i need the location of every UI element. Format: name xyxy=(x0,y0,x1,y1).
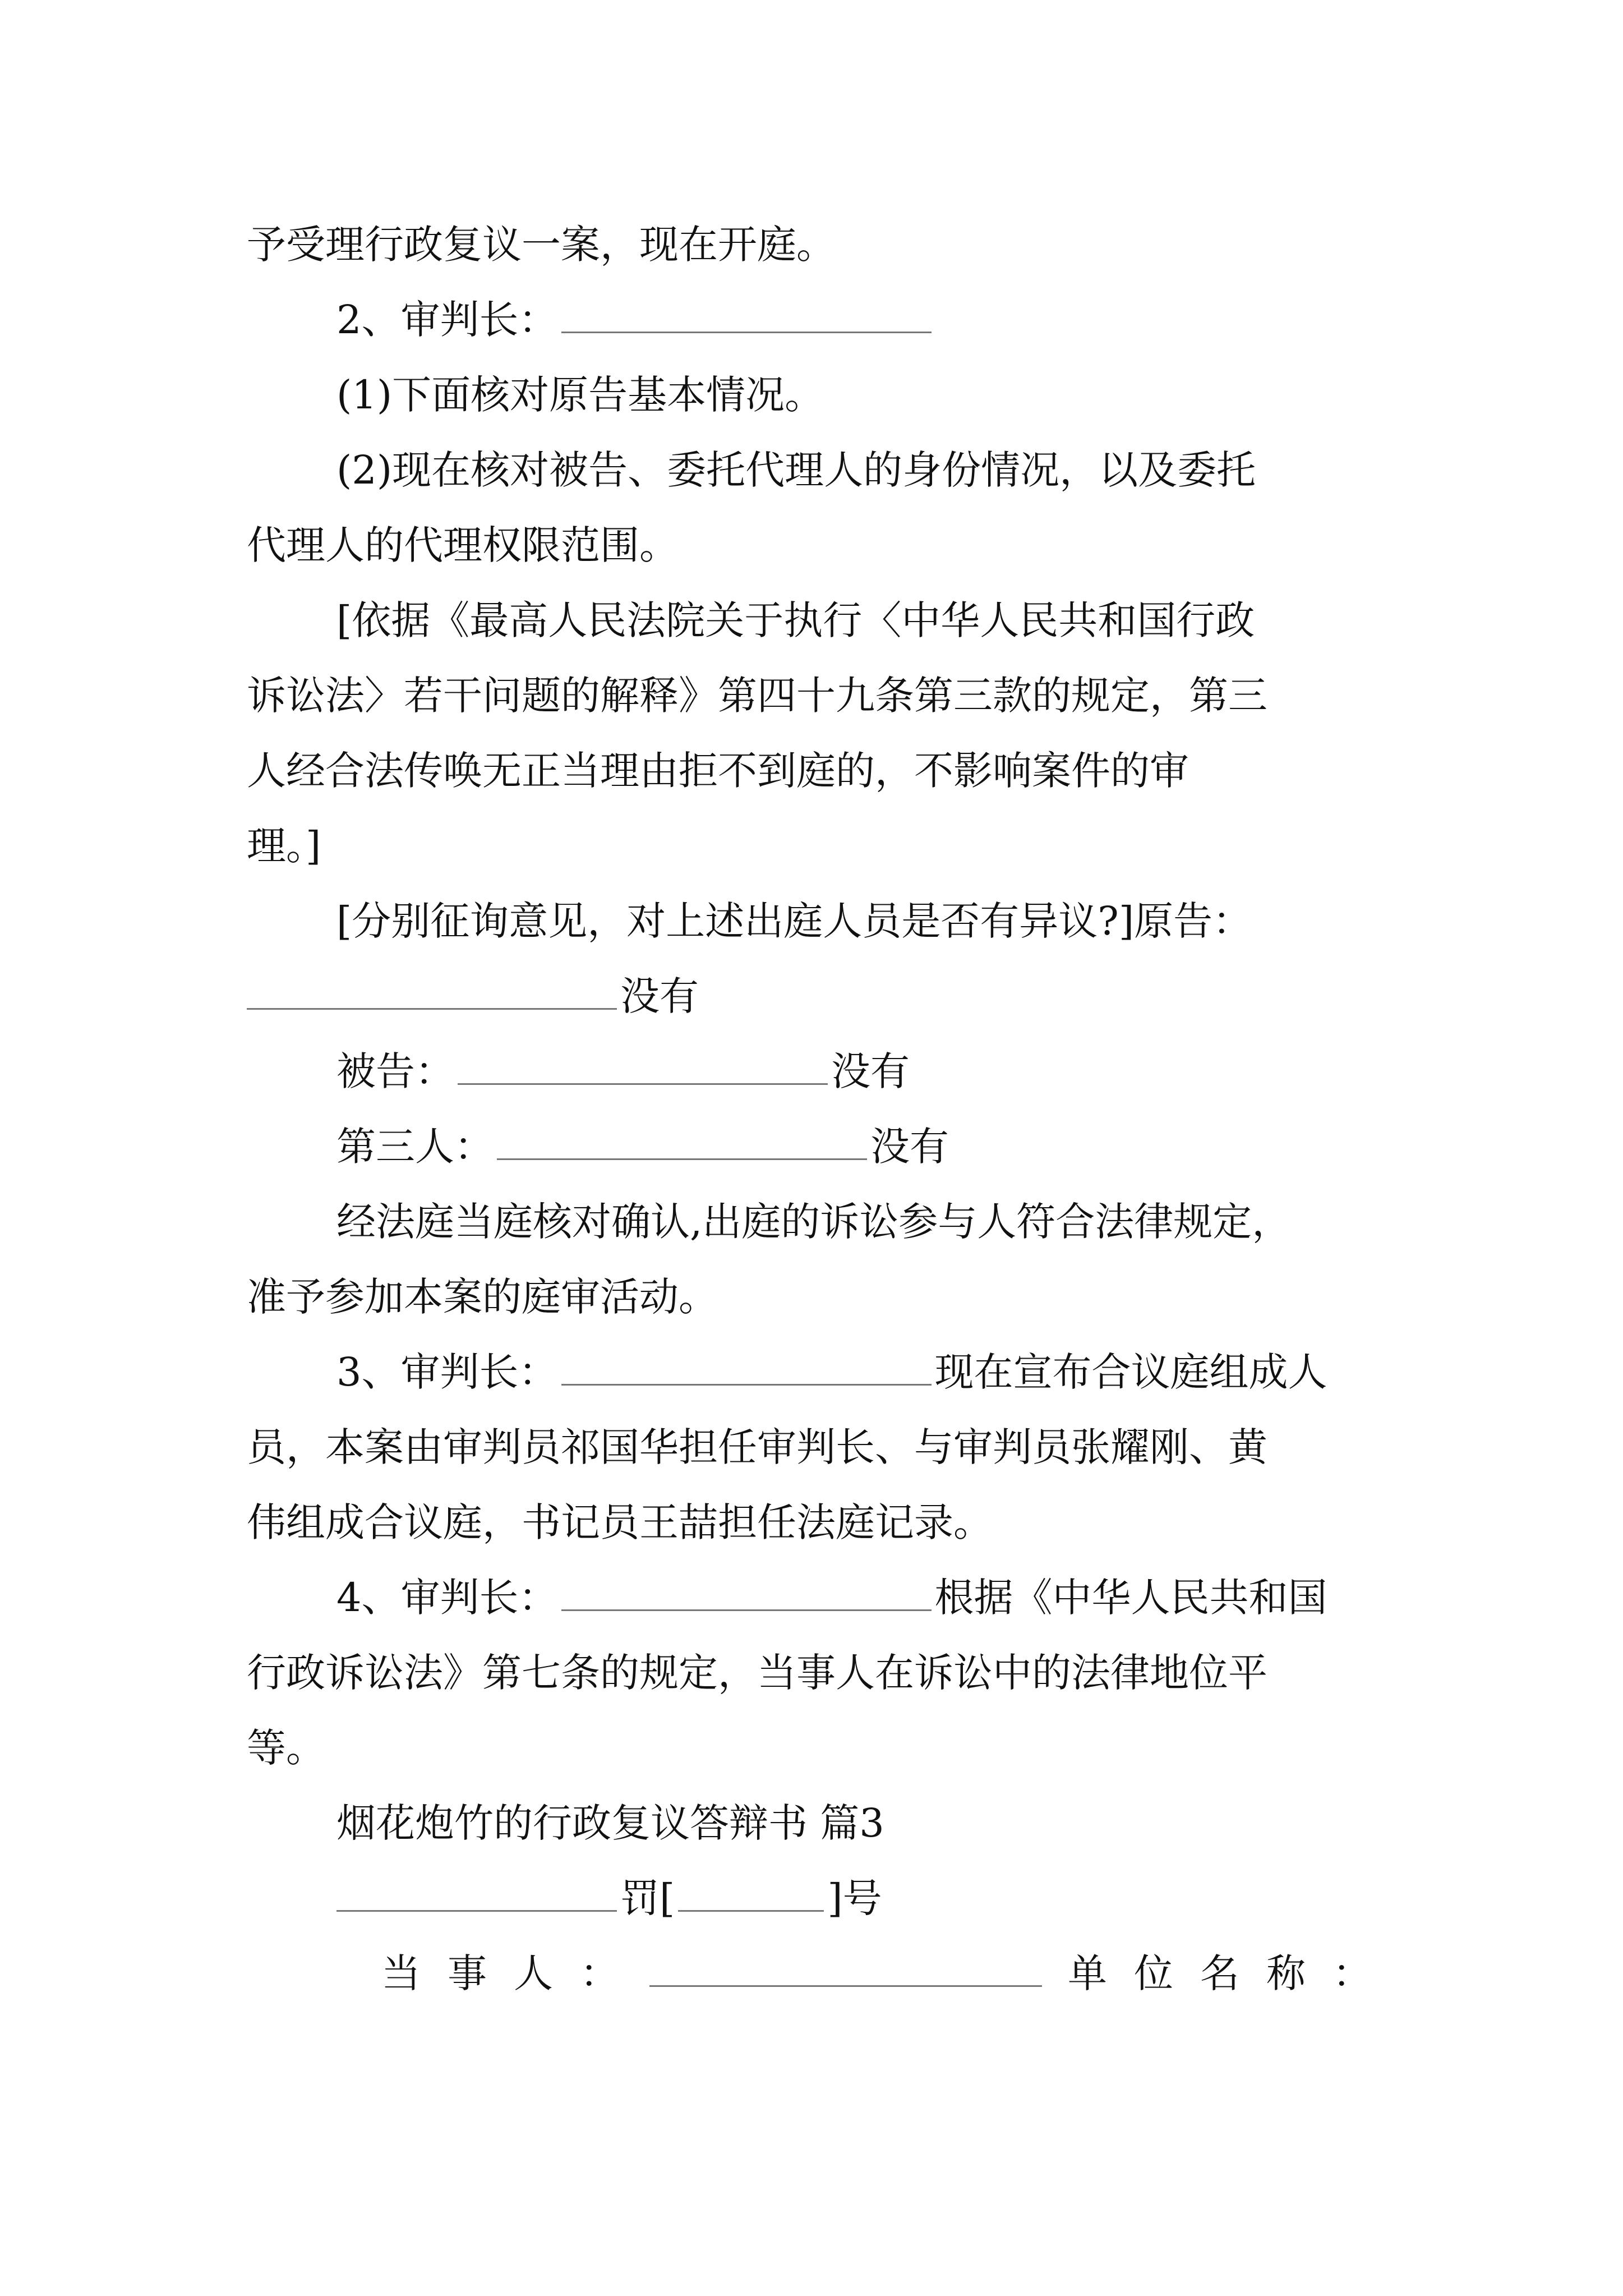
presiding-judge-line-2 xyxy=(336,292,1391,348)
penalty-number-line xyxy=(336,1870,1391,1926)
paragraph-line: 准予参加本案的庭审活动。 xyxy=(247,1274,718,1320)
paragraph-line: 等。 xyxy=(247,1725,325,1771)
line-label: 被告： xyxy=(336,1048,454,1094)
fill-in-blank xyxy=(497,1125,867,1160)
paragraph-line: 人经合法传唤无正当理由拒不到庭的，不影响案件的审 xyxy=(247,748,1189,794)
paragraph-line: [依据《最高人民法院关于执行〈中华人民共和国行政 xyxy=(336,597,1255,643)
line-text: 罚[ xyxy=(620,1875,675,1921)
paragraph-line: [分别征询意见，对上述出庭人员是否有异议?]原告： xyxy=(336,898,1252,944)
fill-in-blank xyxy=(247,974,617,1010)
fill-in-blank xyxy=(336,1876,617,1912)
line-text: 单位名称： xyxy=(1068,1950,1399,1996)
line-text: 根据《中华人民共和国 xyxy=(934,1575,1327,1621)
presiding-judge-line-3 xyxy=(336,1344,1391,1400)
fill-in-blank xyxy=(561,1350,932,1386)
paragraph-line: 员，本案由审判员祁国华担任审判长、与审判员张耀刚、黄 xyxy=(247,1424,1267,1470)
presiding-judge-line-4 xyxy=(336,1570,1391,1626)
paragraph-line: 代理人的代理权限范围。 xyxy=(247,522,679,568)
line-label: 第三人： xyxy=(336,1124,494,1170)
paragraph-line xyxy=(336,442,1391,498)
paragraph-line: 予受理行政复议一案，现在开庭。 xyxy=(247,222,836,268)
paragraph-line: 伟组成合议庭，书记员王喆担任法庭记录。 xyxy=(247,1499,993,1545)
third-party-answer-line xyxy=(336,1119,1391,1175)
section-heading: 烟花炮竹的行政复议答辩书 篇3 xyxy=(336,1800,884,1846)
line-text: 现在宣布合议庭组成人 xyxy=(934,1349,1327,1395)
line-label: 当事人： xyxy=(381,1950,646,1996)
paragraph-line: 理。] xyxy=(247,823,321,869)
line-label: 2、审判长： xyxy=(336,297,558,343)
fill-in-blank xyxy=(561,298,932,333)
line-text: ]号 xyxy=(827,1875,882,1921)
answer-text: 没有 xyxy=(620,973,699,1019)
paragraph-line: 经法庭当庭核对确认,出庭的诉讼参与人符合法律规定， xyxy=(336,1199,1292,1245)
paragraph-line: 诉讼法〉若干问题的解释》第四十九条第三款的规定，第三 xyxy=(247,673,1267,719)
paragraph-line: 行政诉讼法》第七条的规定，当事人在诉讼中的法律地位平 xyxy=(247,1650,1267,1696)
fill-in-blank xyxy=(458,1050,828,1085)
fill-in-blank xyxy=(561,1576,932,1611)
fill-in-blank xyxy=(678,1876,824,1912)
line-label: 4、审判长： xyxy=(336,1575,558,1621)
paragraph-text: (2)现在核对被告、委托代理人的身份情况，以及委托 xyxy=(336,447,1256,493)
party-line xyxy=(381,1945,1399,2001)
line-label: 3、审判长： xyxy=(336,1349,558,1395)
plaintiff-answer-line xyxy=(247,968,1391,1024)
defendant-answer-line xyxy=(336,1043,1391,1099)
fill-in-blank xyxy=(649,1952,1042,1987)
answer-text: 没有 xyxy=(831,1048,910,1094)
answer-text: 没有 xyxy=(870,1124,949,1170)
paragraph-line: (1)下面核对原告基本情况。 xyxy=(336,372,824,418)
